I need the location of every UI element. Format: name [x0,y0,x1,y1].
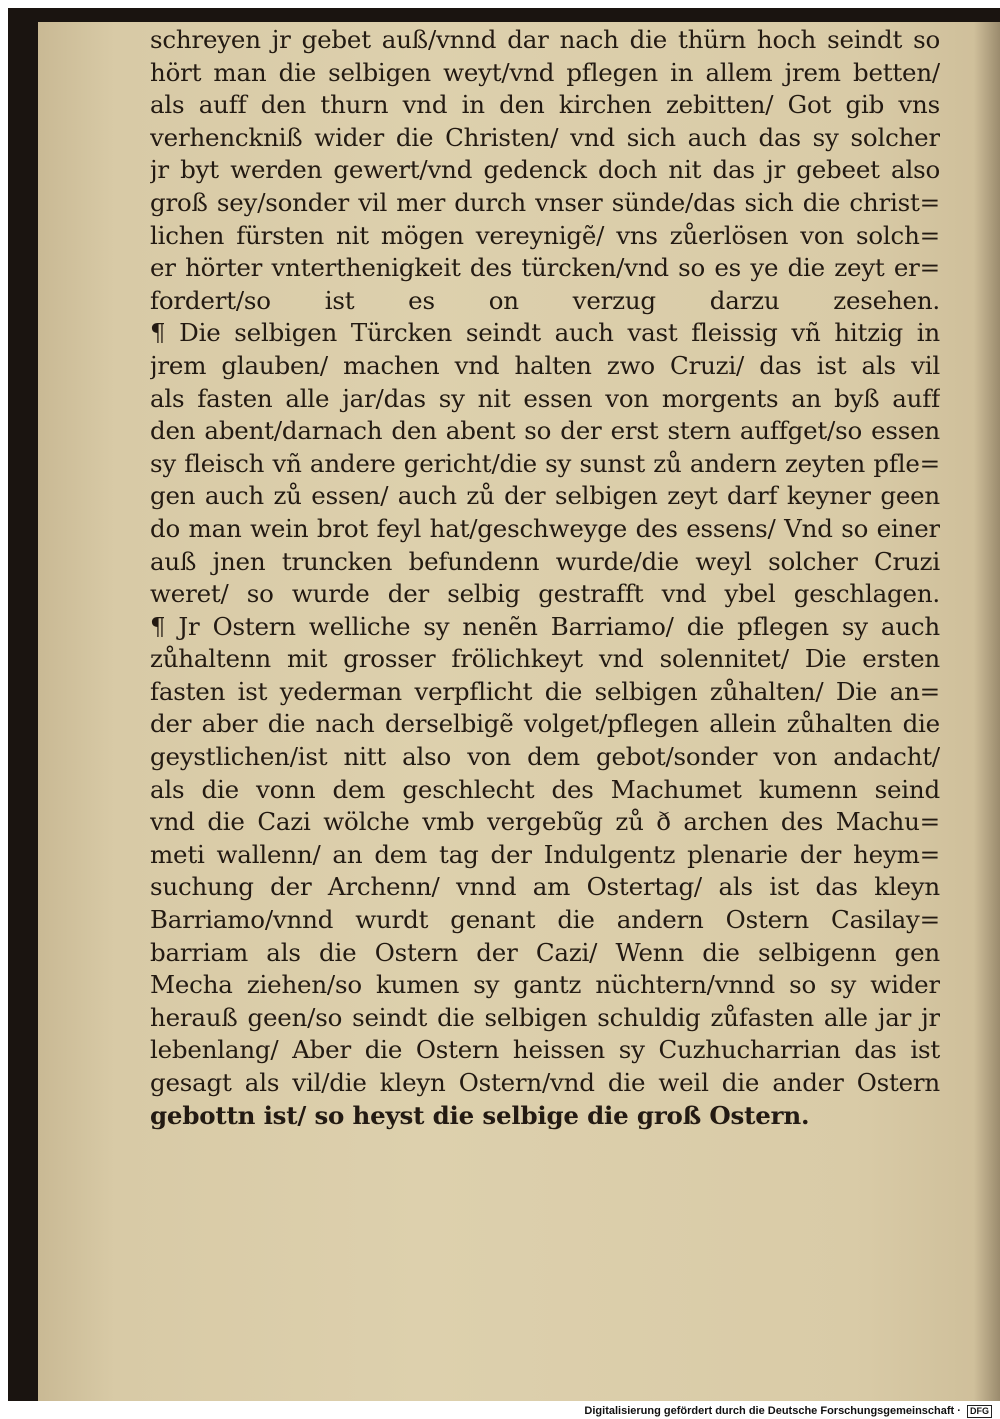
text-line: ¶ Jr Ostern welliche sy nenẽn Barriamo/ die pflegen sy auch [150,611,940,641]
text-line: fordert/so ist es on verzug darzu zesehen. [150,285,940,315]
text-line: geystlichen/ist nitt also von dem gebot/sonder von andacht/ [150,742,940,772]
text-line: vnd die Cazi wölche vmb vergebũg zů ð archen des Machu= [150,807,940,837]
footer-credit [584,1405,992,1418]
page-gutter-shadow [974,22,1000,1401]
text-line: suchung der Archenn/ vnnd am Ostertag/ als ist das kleyn [150,872,940,902]
text-line: als fasten alle jar/das sy nit essen von morgents an byß auff [150,383,940,413]
dfg-logo-icon: DFG [967,1405,992,1418]
blackletter-text-block [150,24,940,1132]
text-line: lebenlang/ Aber die Ostern heissen sy Cuzhucharrian das ist [150,1035,940,1065]
text-line: den abent/darnach den abent so der erst stern auffget/so essen [150,416,940,446]
footer-credit-text: Digitalisierung gefördert durch die Deutsche Forschungsgemeinschaft · [584,1405,961,1417]
text-line: meti wallenn/ an dem tag der Indulgentz plenarie der heym= [150,839,940,869]
text-line: hört man die selbigen weyt/vnd pflegen in allem jrem betten/ [150,57,940,87]
text-line: groß sey/sonder vil mer durch vnser sünde/das sich die christ= [150,187,940,217]
text-line: do man wein brot feyl hat/geschweyge des essens/ Vnd so einer [150,513,940,543]
text-line: auß jnen truncken befundenn wurde/die weyl solcher Cruzi [150,546,940,576]
text-line: schreyen jr gebet auß/vnnd dar nach die thürn hoch seindt so [150,25,940,54]
text-line: zůhaltenn mit grosser frölichkeyt vnd solennitet/ Die ersten [150,644,940,674]
text-line: herauß geen/so seindt die selbigen schuldig zůfasten alle jar jr [150,1002,940,1032]
text-line: jrem glauben/ machen vnd halten zwo Cruzi/ das ist als vil [150,350,940,380]
text-line: als auff den thurn vnd in den kirchen zebitten/ Got gib vns [150,90,940,120]
text-line: gesagt als vil/die kleyn Ostern/vnd die weil die ander Ostern [150,1068,940,1097]
text-line: jr byt werden gewert/vnd gedenck doch nit das jr gebeet also [150,155,940,185]
text-line: gebottn ist/ so heyst die selbige die groß Ostern. [150,1100,810,1130]
text-line: fasten ist yederman verpflicht die selbigen zůhalten/ Die an= [150,676,940,706]
text-line: er hörter vnterthenigkeit des türcken/vnd so es ye die zeyt er= [150,253,940,283]
text-line: als die vonn dem geschlecht des Machumet kumenn seind [150,774,940,804]
text-line: ¶ Die selbigen Türcken seindt auch vast fleissig vñ hitzig in [150,318,940,348]
text-line: sy fleisch vñ andere gericht/die sy sunst zů andern zeyten pfle= [150,448,940,478]
text-line: Barriamo/vnnd wurdt genant die andern Ostern Casilay= [150,905,940,935]
text-line: lichen fürsten nit mögen vereynigẽ/ vns zůerlösen von solch= [150,220,940,250]
text-line: Mecha ziehen/so kumen sy gantz nüchtern/vnnd so sy wider [150,970,940,1000]
text-line: der aber die nach derselbigẽ volget/pflegen allein zůhalten die [150,709,940,739]
text-line: gen auch zů essen/ auch zů der selbigen zeyt darf keyner geen [150,481,940,511]
text-line: weret/ so wurde der selbig gestrafft vnd ybel geschlagen. [150,579,940,609]
text-line: verhenckniß wider die Christen/ vnd sich auch das sy solcher [150,122,940,152]
footer-bar [0,1401,1000,1419]
text-line: barriam als die Ostern der Cazi/ Wenn die selbigenn gen [150,937,940,967]
